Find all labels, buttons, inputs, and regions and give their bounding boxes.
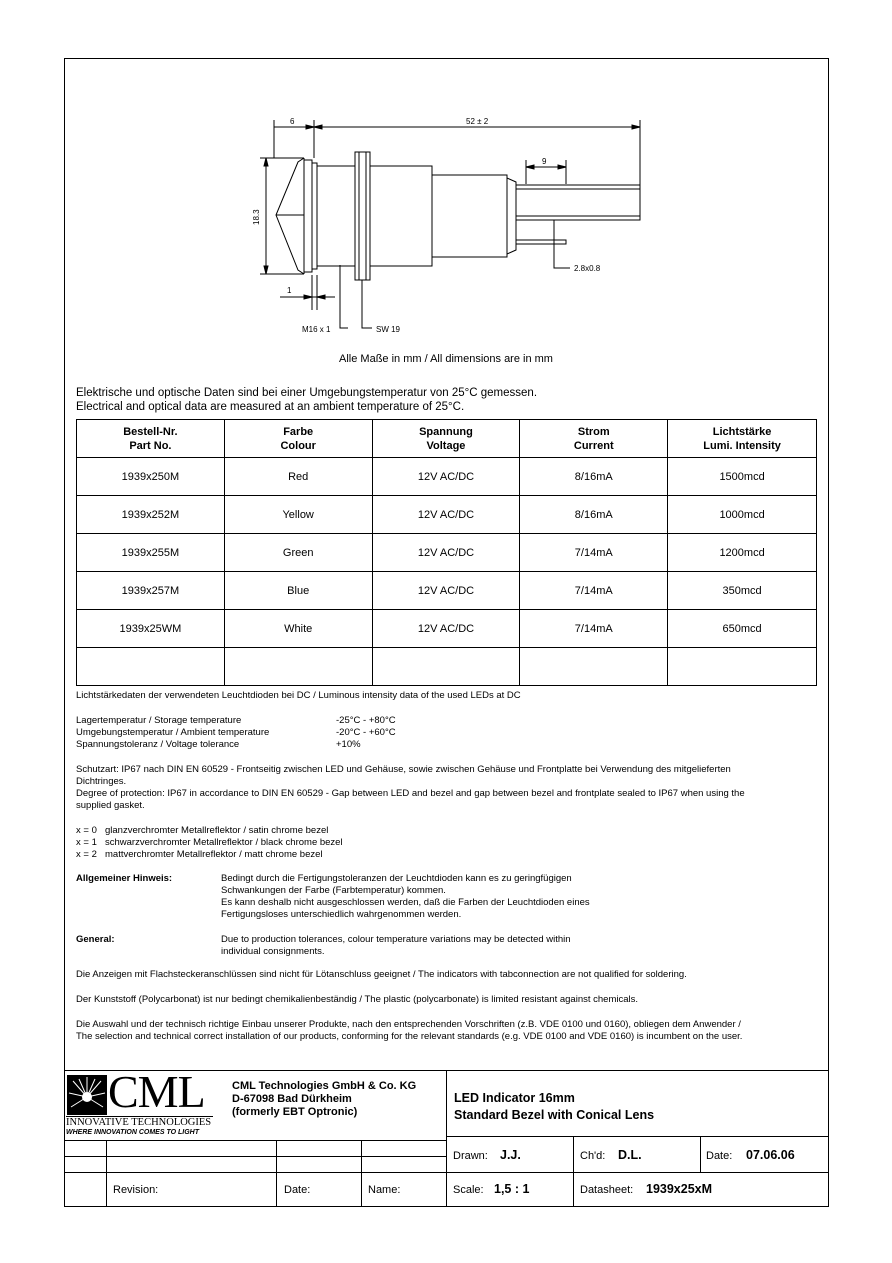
intro-line-de: Elektrische und optische Daten sind bei einer Umgebungstemperatur von 25°C gemessen. (76, 387, 538, 399)
spec-value: +10% (336, 739, 361, 750)
cell-current: 8/16mA (520, 496, 668, 534)
checked-value: D.L. (618, 1148, 642, 1162)
header-part-no: Bestell-Nr. Part No. (77, 420, 225, 458)
logo-tagline: INNOVATIVE TECHNOLOGIES (66, 1117, 212, 1128)
cell-current (520, 648, 668, 686)
cell-part-no: 1939x25WM (77, 610, 225, 648)
header-voltage: Spannung Voltage (372, 420, 520, 458)
datasheet-label: Datasheet: (580, 1184, 634, 1196)
general-de-text: Bedingt durch die Fertigungstoleranzen der Leuchtdioden kann es zu geringfügigen Schwankungen der Farbe (Farbtemperatur) kommen. Es kann deshalb nicht ausgeschlossen werden, daß die Farben der Leuchtdioden eines Fertigungsloses unterschiedlich wahrgenommen werden. (221, 873, 590, 920)
date-label: Date: (706, 1150, 733, 1162)
date-value: 07.06.06 (746, 1148, 795, 1162)
logo-wordmark: CML (108, 1066, 205, 1117)
logo-burst-icon (67, 1075, 107, 1115)
titleblock-divider (446, 1070, 447, 1207)
scale-value: 1,5 : 1 (494, 1182, 530, 1196)
cell-colour: Blue (224, 572, 372, 610)
spec-value: -25°C - +80°C (336, 715, 396, 726)
product-title-line1: LED Indicator 16mm (454, 1091, 575, 1105)
wrench-size-label: SW 19 (376, 325, 401, 334)
revision-date-label: Date: (284, 1184, 311, 1196)
cell-voltage: 12V AC/DC (372, 610, 520, 648)
cell-part-no: 1939x250M (77, 458, 225, 496)
revision-label: Revision: (113, 1184, 159, 1196)
cell-current: 7/14mA (520, 534, 668, 572)
thread-label: M16 x 1 (302, 325, 331, 334)
intro-line-en: Electrical and optical data are measured at an ambient temperature of 25°C. (76, 401, 465, 413)
dimension-note: Alle Maße in mm / All dimensions are in mm (339, 353, 553, 365)
header-current: Strom Current (520, 420, 668, 458)
cell-part-no: 1939x257M (77, 572, 225, 610)
cell-part-no: 1939x252M (77, 496, 225, 534)
cell-current: 7/14mA (520, 610, 668, 648)
luminous-note: Lichtstärkedaten der verwendeten Leuchtdioden bei DC / Luminous intensity data of the used LEDs at DC (76, 690, 521, 701)
spec-table (76, 419, 817, 686)
spec-label: Umgebungstemperatur / Ambient temperature (76, 727, 270, 738)
table-row (77, 458, 817, 496)
table-row (77, 610, 817, 648)
tab-connection-note: Die Anzeigen mit Flachsteckeranschlüssen sind nicht für Lötanschluss geeignet / The indicators with tabconnection are not qualified for soldering. (76, 969, 687, 980)
dim-52-label: 52 ± 2 (466, 117, 489, 126)
cell-voltage: 12V AC/DC (372, 496, 520, 534)
drawn-value: J.J. (500, 1148, 521, 1162)
cell-current: 7/14mA (520, 572, 668, 610)
cell-intensity: 1500mcd (668, 458, 817, 496)
dim-18-label: 18.3 (252, 209, 261, 225)
table-row (77, 534, 817, 572)
header-colour: Farbe Colour (224, 420, 372, 458)
company-address: D-67098 Bad Dürkheim (232, 1093, 352, 1105)
logo-slogan: WHERE INNOVATION COMES TO LIGHT (66, 1129, 199, 1136)
cell-voltage (372, 648, 520, 686)
cell-intensity: 650mcd (668, 610, 817, 648)
header-intensity: Lichtstärke Lumi. Intensity (668, 420, 817, 458)
technical-drawing (240, 110, 660, 345)
dim-9-label: 9 (542, 157, 547, 166)
cell-voltage: 12V AC/DC (372, 458, 520, 496)
dim-1-label: 1 (287, 286, 292, 295)
pin-size-label: 2.8x0.8 (574, 264, 601, 273)
scale-label: Scale: (453, 1184, 484, 1196)
table-header-row (77, 420, 817, 458)
cell-voltage: 12V AC/DC (372, 534, 520, 572)
plastic-note: Der Kunststoff (Polycarbonat) ist nur bedingt chemikalienbeständig / The plastic (polycarbonate) is limited resistant against chemicals. (76, 994, 639, 1005)
table-row (77, 572, 817, 610)
spec-value: -20°C - +60°C (336, 727, 396, 738)
cell-current: 8/16mA (520, 458, 668, 496)
reflector-list: x = 0 glanzverchromter Metallreflektor / satin chrome bezel x = 1 schwarzverchromter Metallreflektor / black chrome bezel x = 2 mattverchromter Metallreflektor / matt chrome bezel (76, 825, 343, 860)
spec-list (76, 715, 496, 751)
table-row (77, 496, 817, 534)
spec-label: Lagertemperatur / Storage temperature (76, 715, 242, 726)
cell-part-no: 1939x255M (77, 534, 225, 572)
spec-label: Spannungstoleranz / Voltage tolerance (76, 739, 240, 750)
general-en-label: General: (76, 934, 115, 945)
cell-intensity: 1200mcd (668, 534, 817, 572)
cell-colour (224, 648, 372, 686)
product-title-line2: Standard Bezel with Conical Lens (454, 1108, 655, 1122)
cell-colour: White (224, 610, 372, 648)
drawn-label: Drawn: (453, 1150, 488, 1162)
protection-text: Schutzart: IP67 nach DIN EN 60529 - Frontseitig zwischen LED und Gehäuse, sowie zwischen Gehäuse und Frontplatte bei Verwendung des mitgelieferten Dichtringes. Degree of protection: IP67 in accordance to DIN EN 60529 - Gap between LED and bezel and gap between bezel and frontplate sealed to IP67 when using the supplied gasket. (76, 764, 745, 811)
cell-intensity: 350mcd (668, 572, 817, 610)
table-row-empty (77, 648, 817, 686)
revision-name-label: Name: (368, 1184, 401, 1196)
cell-intensity: 1000mcd (668, 496, 817, 534)
cell-voltage: 12V AC/DC (372, 572, 520, 610)
product-title (454, 1090, 654, 1124)
datasheet-value: 1939x25xM (646, 1182, 713, 1196)
intro-text (76, 386, 537, 414)
dim-6-label: 6 (290, 117, 295, 126)
cell-intensity (668, 648, 817, 686)
cell-colour: Green (224, 534, 372, 572)
cell-colour: Yellow (224, 496, 372, 534)
checked-label: Ch'd: (580, 1150, 606, 1162)
general-en-text: Due to production tolerances, colour temperature variations may be detected within individual consignments. (221, 934, 571, 957)
company-info (232, 1080, 416, 1119)
company-name: CML Technologies GmbH & Co. KG (232, 1080, 417, 1092)
cell-colour: Red (224, 458, 372, 496)
installation-note: Die Auswahl und der technisch richtige Einbau unserer Produkte, nach den entsprechenden Vorschriften (z.B. VDE 0100 und 0160), obliegen dem Anwender / The selection and technical correct installation of our products, conforming for the relevant standards (e.g. VDE 0100 and VDE 0160) is incumbent on the user. (76, 1019, 743, 1042)
cell-part-no (77, 648, 225, 686)
company-former-name: (formerly EBT Optronic) (232, 1106, 358, 1118)
general-de-label: Allgemeiner Hinweis: (76, 873, 173, 884)
